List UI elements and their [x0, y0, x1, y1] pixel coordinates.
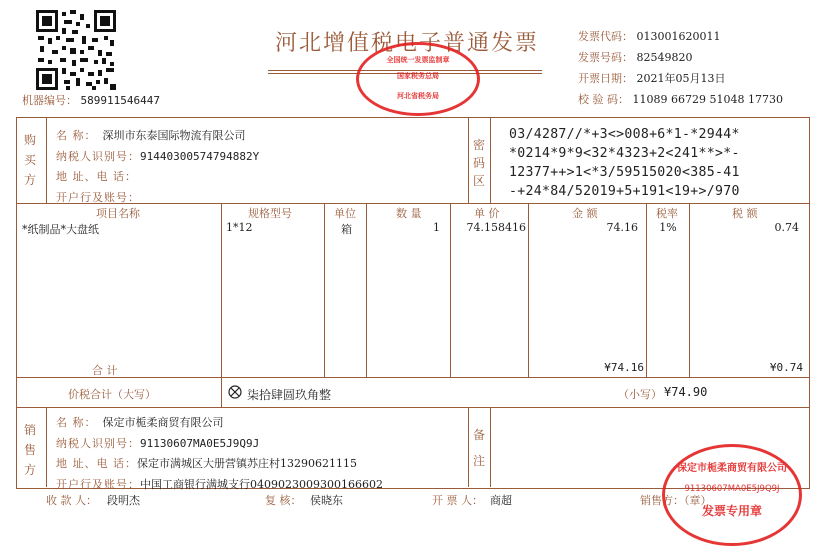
company-seal-name: 保定市栀柔商贸有限公司: [677, 463, 787, 474]
issue-date-label: 开票日期：: [578, 72, 633, 85]
cipher-line: -+24*84/52019+5+191<19+>/970: [509, 184, 740, 199]
seller-fields: [56, 412, 383, 494]
col-header-qty: 数 量: [396, 207, 422, 220]
item-unit: 箱: [341, 223, 352, 236]
col-header-spec: 规格型号: [248, 207, 292, 220]
tax-seal-top-text: 全国统一发票监制章: [386, 56, 450, 64]
invoice-code-row: [578, 26, 783, 47]
buyer-name-label: 名 称：: [56, 129, 97, 142]
seller-bank-label: 开户行及账号：: [56, 477, 140, 491]
seller-bank-value: 中国工商银行满城支行0409023009300166602: [140, 477, 383, 491]
col-header-unit: 单位: [334, 207, 356, 220]
cipher-area: [509, 125, 740, 201]
seller-taxid-row: [56, 433, 383, 454]
total-divider: [16, 407, 810, 408]
invoice-number-label: 发票号码：: [578, 51, 633, 64]
drawer-value: 商超: [490, 494, 512, 507]
tax-bureau-seal: [356, 42, 480, 116]
reviewer-value: 侯晓东: [310, 494, 343, 507]
grand-total-lower: ¥74.90: [664, 385, 708, 399]
item-tax: 0.74: [774, 221, 799, 234]
buyer-bank-row: [56, 187, 259, 208]
buyer-section-label: 购买方: [24, 133, 37, 187]
col-header-rate: 税率: [656, 207, 678, 220]
header-meta: [578, 26, 783, 110]
item-qty: 1: [433, 221, 440, 234]
issue-date-row: [578, 68, 783, 89]
grand-total-upper: 柒拾肆圆玖角整: [247, 388, 332, 402]
cipher-line: 12377++>1<*3/59515020<385-41: [509, 165, 740, 180]
col-divider: [450, 203, 451, 377]
cipher-label: 密码区: [473, 138, 486, 188]
col-header-tax: 税 额: [732, 207, 758, 220]
seller-address-label: 地 址、电 话：: [56, 457, 137, 470]
total-tax: ¥0.74: [769, 361, 803, 374]
cipher-divider-right: [490, 117, 491, 203]
total-label: 合 计: [92, 364, 118, 377]
invoice-title: 河北增值税电子普通发票: [275, 31, 540, 56]
seller-section-label: 销售方: [24, 423, 37, 477]
check-code-value: 11089 66729 51048 17730: [632, 93, 783, 106]
buyer-address-row: [56, 166, 259, 187]
item-rate: 1%: [659, 221, 677, 234]
buyer-name-value: 深圳市东泰国际物流有限公司: [102, 129, 246, 142]
machine-number: [22, 92, 160, 108]
tax-seal-middle-text: 国家税务总局: [397, 72, 439, 80]
buyer-taxid-row: [56, 146, 259, 167]
tax-seal-bottom-text: 河北省税务局: [397, 92, 439, 100]
company-seal-id: 91130607MA0E5J9Q9J: [684, 484, 780, 494]
total-amount: ¥74.16: [604, 361, 644, 374]
machine-number-value: 589911546447: [80, 94, 160, 107]
seller-address-row: [56, 453, 383, 474]
col-divider: [646, 203, 647, 377]
buyer-taxid-label: 纳税人识别号：: [56, 149, 140, 163]
col-divider: [221, 203, 222, 407]
buyer-label-divider: [46, 117, 47, 203]
item-name: *纸制品*大盘纸: [22, 223, 99, 236]
item-amount: 74.16: [606, 221, 638, 234]
seller-name-label: 名 称：: [56, 416, 97, 429]
cipher-divider-left: [468, 117, 469, 203]
seller-name-value: 保定市栀柔商贸有限公司: [102, 416, 224, 429]
remark-divider-left: [468, 407, 469, 487]
col-header-price: 单 价: [474, 207, 500, 220]
buyer-taxid-value: 91440300574794882Y: [140, 149, 260, 163]
invoice-number-value: 82549820: [636, 51, 693, 64]
company-invoice-seal: [662, 444, 802, 546]
seller-label-divider: [46, 407, 47, 487]
grand-total-lower-label: （小写）: [618, 388, 662, 401]
payee-label: 收 款 人：: [46, 494, 97, 507]
remark-label: 备注: [473, 428, 486, 468]
invoice-code-value: 013001620011: [636, 30, 721, 43]
grand-total-label: 价税合计（大写）: [68, 388, 156, 401]
col-divider: [528, 203, 529, 377]
cipher-line: *0214*9*9<32*4323+2<241**>*-: [509, 146, 740, 161]
cipher-line: 03/4287//*+3<>008+6*1-*2944*: [509, 127, 740, 142]
items-divider: [16, 377, 810, 378]
payee-value: 段明杰: [107, 494, 140, 507]
company-seal-type: 发票专用章: [701, 504, 762, 518]
check-code-label: 校 验 码：: [578, 93, 629, 106]
seller-address-value: 保定市满城区大册营镇苏庄村13290621115: [137, 457, 357, 470]
seller-bank-row: [56, 474, 383, 495]
invoice-code-label: 发票代码：: [578, 30, 633, 43]
issue-date-value: 2021年05月13日: [636, 72, 726, 85]
buyer-bank-label: 开户行及账号：: [56, 190, 140, 204]
col-divider: [689, 203, 690, 377]
remark-divider-right: [490, 407, 491, 487]
cross-circle-icon: [228, 384, 242, 398]
buyer-address-label: 地 址、电 话：: [56, 170, 137, 183]
seller-name-row: [56, 412, 383, 433]
seller-taxid-value: 91130607MA0E5J9Q9J: [140, 436, 260, 450]
invoice-number-row: [578, 47, 783, 68]
seller-signature-label: 销售方：（章）: [640, 494, 712, 507]
item-price: 74.158416: [466, 221, 526, 234]
col-header-item: 项目名称: [96, 207, 140, 220]
seller-taxid-label: 纳税人识别号：: [56, 436, 140, 450]
buyer-fields: [56, 125, 259, 207]
col-divider: [324, 203, 325, 377]
qr-code: [36, 10, 116, 90]
drawer-label: 开 票 人：: [432, 494, 483, 507]
reviewer-label: 复 核：: [265, 494, 302, 507]
buyer-name-row: [56, 125, 259, 146]
item-spec: 1*12: [226, 221, 253, 234]
check-code-row: [578, 89, 783, 110]
col-divider: [366, 203, 367, 377]
col-header-amount: 金 额: [572, 207, 598, 220]
machine-number-label: 机器编号：: [22, 94, 77, 107]
